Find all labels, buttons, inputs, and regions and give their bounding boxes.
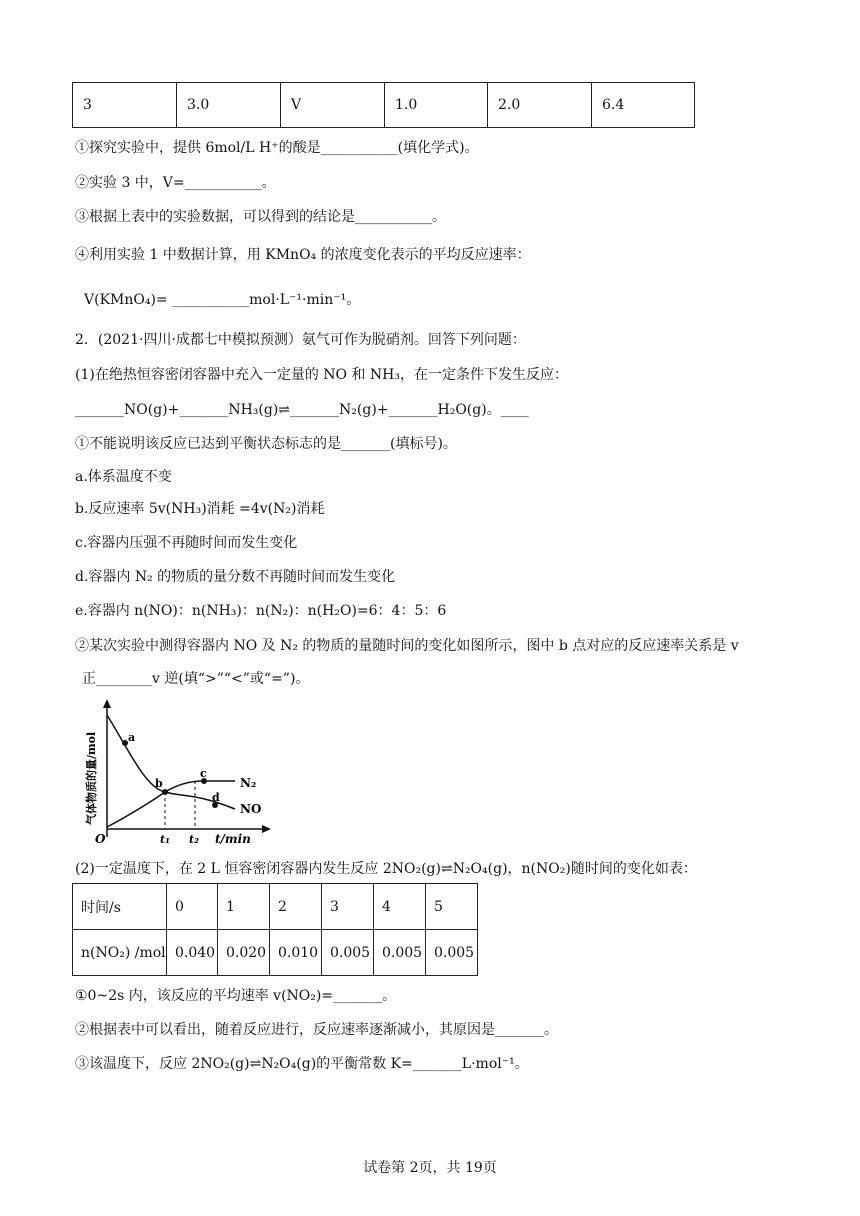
question-line: V(KMnO₄)= ___________mol·L⁻¹·min⁻¹。 [84,292,361,308]
question-line: ②根据表中可以看出，随着反应进行，反应速率逐渐减小，其原因是_______。 [75,1022,558,1038]
question-line: ①0~2s 内，该反应的平均速率 v(NO₂)=_______。 [75,988,397,1004]
table-cell: V [281,83,385,128]
table-cell: 3 [73,83,177,128]
table-cell: 3 [322,884,374,930]
experiment-table-row3 [72,82,695,128]
question-heading: 2．(2021·四川·成都七中模拟预测）氨气可作为脱硝剂。回答下列问题： [75,332,526,348]
label-no: NO [240,802,262,816]
table-cell: n(NO₂) /mol [73,930,167,976]
question-line: ①探究实验中，提供 6mol/L H⁺的酸是___________(填化学式)。 [75,140,479,156]
question-line: (1)在绝热恒容密闭容器中充入一定量的 NO 和 NH₃，在一定条件下发生反应： [75,367,568,383]
option-e: e.容器内 n(NO)：n(NH₃)：n(N₂)：n(H₂O)=6：4：5：6 [75,603,447,619]
table-cell: 3.0 [177,83,281,128]
table-row [73,884,478,930]
question-line: ①不能说明该反应已达到平衡状态标志的是_______(填标号)。 [75,436,457,452]
table-cell: 2.0 [488,83,592,128]
y-axis-arrow [103,699,111,708]
option-a: a.体系温度不变 [75,469,172,485]
table-cell: 0.040 [167,930,218,976]
table-cell: 0.010 [270,930,322,976]
question-line: ④利用实验 1 中数据计算，用 KMnO₄ 的浓度变化表示的平均反应速率： [75,247,531,263]
table-cell: 1.0 [385,83,488,128]
point-b [162,789,168,795]
table-cell: 1 [218,884,270,930]
question-line: ②实验 3 中，V=___________。 [75,175,276,191]
table-cell: 0 [167,884,218,930]
y-axis-label: 气体物质的量/mol [85,731,98,825]
label-b: b [155,777,163,790]
no2-time-table [72,883,478,976]
table-cell: 6.4 [592,83,695,128]
amount-time-graph [75,697,275,847]
option-d: d.容器内 N₂ 的物质的量分数不再随时间而发生变化 [75,569,396,585]
table-cell: 0.005 [322,930,374,976]
option-c: c.容器内压强不再随时间而发生变化 [75,535,298,551]
question-line: ③该温度下，反应 2NO₂(g)⇌N₂O₄(g)的平衡常数 K=_______L·mol⁻¹。 [75,1056,529,1072]
question-line: _______NO(g)+_______NH₃(g)⇌_______N₂(g)+_______H₂O(g)。____ [75,402,529,418]
question-line: 正________v 逆(填“>”“<”或“=”)。 [82,671,310,687]
question-line: (2)一定温度下，在 2 L 恒容密闭容器内发生反应 2NO₂(g)⇌N₂O₄(g)，n(NO₂)随时间的变化如表： [75,861,697,877]
x-axis-arrow [262,825,271,833]
label-d: d [212,791,220,804]
table-row [73,930,478,976]
option-b: b.反应速率 5v(NH₃)消耗 =4v(N₂)消耗 [75,501,325,517]
table-cell: 0.005 [426,930,478,976]
label-t1: t₁ [160,833,170,846]
label-a: a [128,731,136,744]
label-n2: N₂ [240,776,257,790]
table-cell: 4 [374,884,426,930]
table-cell: 0.020 [218,930,270,976]
page-footer: 试卷第 2页，共 19页 [363,1160,497,1176]
table-cell: 时间/s [73,884,167,930]
table-row [73,83,695,128]
label-c: c [200,767,207,780]
table-cell: 2 [270,884,322,930]
table-cell: 5 [426,884,478,930]
label-origin: O [95,832,106,846]
question-line: ②某次实验中测得容器内 NO 及 N₂ 的物质的量随时间的变化如图所示，图中 b 点对应的反应速率关系是 v [75,638,739,654]
table-cell: 0.005 [374,930,426,976]
question-line: ③根据上表中的实验数据，可以得到的结论是___________。 [75,209,446,225]
label-t2: t₂ [189,833,199,846]
x-axis-label: t/min [215,832,251,846]
